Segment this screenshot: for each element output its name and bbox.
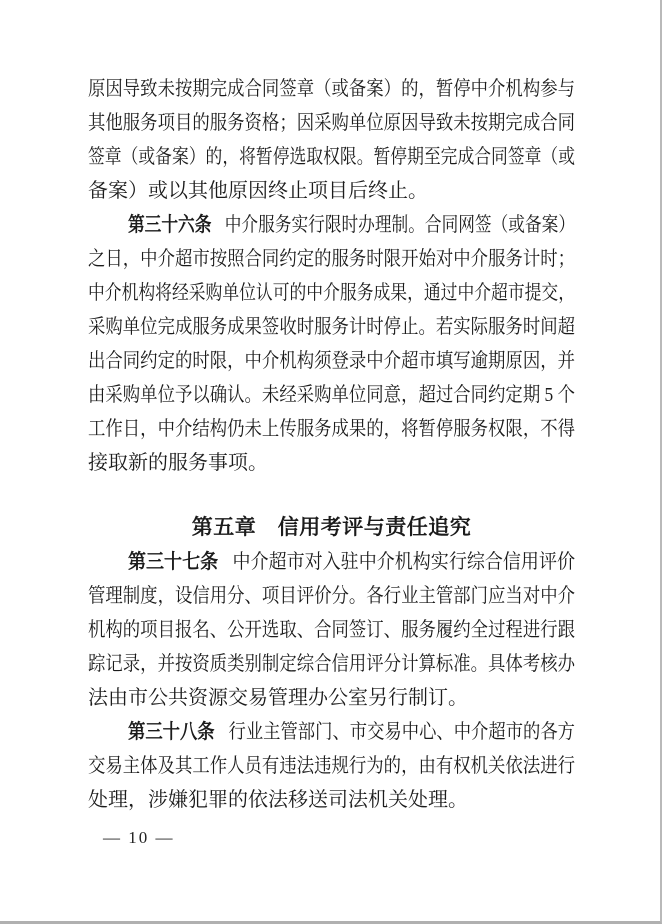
line-text: 采购单位完成服务成果签收时服务计时停止。若实际服务时间超 xyxy=(88,316,575,338)
line-text: 原因导致未按期完成合同签章（或备案）的，暂停中介机构参与 xyxy=(88,78,575,100)
text-line xyxy=(88,174,575,208)
text-line xyxy=(88,613,575,647)
text-line xyxy=(88,446,575,480)
text-line xyxy=(88,378,575,412)
article-number: 第三十七条 xyxy=(128,551,219,573)
line-text: 行业主管部门、市交易中心、中介超市的各方 xyxy=(228,721,575,743)
text-line xyxy=(88,783,575,817)
text-line xyxy=(88,72,575,106)
line-text: 机构的项目报名、公开选取、合同签订、服务履约全过程进行跟 xyxy=(88,619,575,641)
text-line xyxy=(88,681,575,715)
line-text: 备案）或以其他原因终止项目后终止。 xyxy=(88,180,428,202)
article-number: 第三十六条 xyxy=(128,214,212,236)
text-line xyxy=(88,749,575,783)
text-line xyxy=(88,579,575,613)
article-number: 第三十八条 xyxy=(128,721,215,743)
line-text: 由采购单位予以确认。未经采购单位同意，超过合同约定期 5 个 xyxy=(88,384,575,406)
text-line xyxy=(88,310,575,344)
line-text: 管理制度，设信用分、项目评价分。各行业主管部门应当对中介 xyxy=(88,585,575,607)
text-line xyxy=(88,647,575,681)
text-line xyxy=(88,242,575,276)
line-text: 签章（或备案）的，将暂停选取权限。暂停期至完成合同签章（或 xyxy=(88,146,575,168)
line-text: 交易主体及其工作人员有违法违规行为的，由有权机关依法进行 xyxy=(88,755,575,777)
text-line xyxy=(88,208,575,242)
line-text: 之日，中介超市按照合同约定的服务时限开始对中介服务计时； xyxy=(88,248,575,270)
line-text: 工作日，中介结构仍未上传服务成果的，将暂停服务权限，不得 xyxy=(88,418,575,440)
text-line xyxy=(88,545,575,579)
text-line xyxy=(88,106,575,140)
line-text: 中介超市对入驻中介机构实行综合信用评价 xyxy=(232,551,575,573)
line-text: 法由市公共资源交易管理办公室另行制订。 xyxy=(88,687,468,709)
text-line xyxy=(88,276,575,310)
line-text: 其他服务项目的服务资格；因采购单位原因导致未按期完成合同 xyxy=(88,112,575,134)
line-text: 踪记录，并按资质类别制定综合信用评分计算标准。具体考核办 xyxy=(88,653,575,675)
chapter-heading: 第五章 信用考评与责任追究 xyxy=(191,516,472,539)
text-line xyxy=(88,344,575,378)
page-number: — 10 — xyxy=(103,828,175,847)
text-line xyxy=(88,412,575,446)
line-text: 处理，涉嫌犯罪的依法移送司法机关处理。 xyxy=(88,789,468,811)
text-line xyxy=(88,140,575,174)
line-text: 接取新的服务事项。 xyxy=(88,452,268,474)
line-text: 中介机构将经采购单位认可的中介服务成果，通过中介超市提交， xyxy=(88,282,575,304)
line-text: 出合同约定的时限，中介机构须登录中介超市填写逾期原因，并 xyxy=(88,350,575,372)
text-line xyxy=(88,715,575,749)
document-body xyxy=(88,72,575,817)
line-text: 中介服务实行限时办理制。合同网签（或备案） xyxy=(224,214,575,236)
